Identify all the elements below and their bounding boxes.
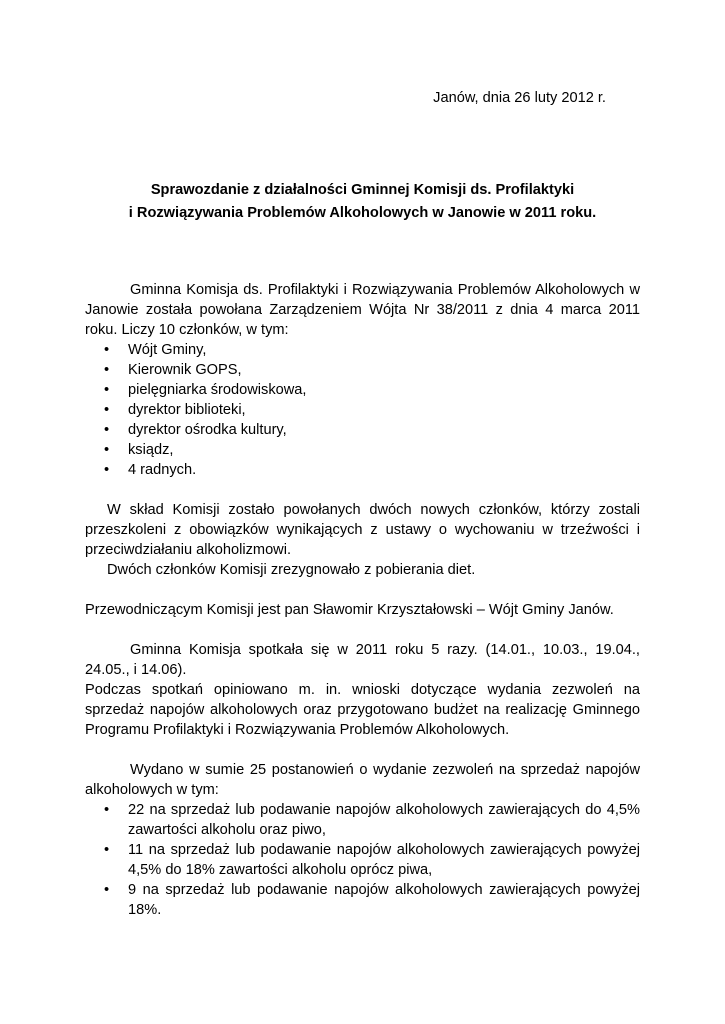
new-members-paragraph: W skład Komisji zostało powołanych dwóch nowych członków, którzy zostali przeszkoleni z obowiązków wynikających z ustawy o wychowaniu w trzeźwości i przeciwdziałaniu alkoholizmowi. [85, 502, 640, 558]
bullet-icon: • [104, 402, 110, 418]
permits-list [85, 800, 640, 920]
permits-intro-paragraph: Wydano w sumie 25 postanowień o wydanie zezwoleń na sprzedaż napojów alkoholowych w tym: [85, 762, 640, 798]
diets-paragraph: Dwóch członków Komisji zrezygnowało z pobierania diet. [107, 562, 476, 578]
title-line-2: i Rozwiązywania Problemów Alkoholowych w Janowie w 2011 roku. [128, 205, 597, 221]
chairman-paragraph: Przewodniczącym Komisji jest pan Sławomir Krzyształowski – Wójt Gminy Janów. [85, 602, 614, 618]
intro-paragraph: Gminna Komisja ds. Profilaktyki i Rozwiązywania Problemów Alkoholowych w Janowie została powołana Zarządzeniem Wójta Nr 38/2011 z dnia 4 marca 2011 roku. Liczy 10 członków, w tym: [85, 282, 640, 338]
list-item: • 9 na sprzedaż lub podawanie napojów alkoholowych zawierających powyżej 18%. [104, 882, 640, 918]
members-list [85, 340, 640, 480]
bullet-icon: • [104, 422, 110, 438]
list-item: • Kierownik GOPS, [104, 362, 242, 378]
meetings-detail-paragraph: Podczas spotkań opiniowano m. in. wnioski dotyczące wydania zezwoleń na sprzedaż napojów alkoholowych oraz przygotowano budżet na realizację Gminnego Programu Profilaktyki i Rozwiązywania Problemów Alkoholowych. [85, 682, 640, 738]
bullet-icon: • [104, 842, 110, 858]
document-date: Janów, dnia 26 luty 2012 r. [433, 90, 606, 106]
document-title [0, 179, 725, 225]
list-item: • ksiądz, [104, 442, 174, 458]
bullet-icon: • [104, 382, 110, 398]
list-item: • Wójt Gminy, [104, 342, 207, 358]
bullet-icon: • [104, 802, 110, 818]
bullet-icon: • [104, 342, 110, 358]
list-item: • 22 na sprzedaż lub podawanie napojów alkoholowych zawierających do 4,5% zawartości alkoholu oraz piwo, [104, 802, 640, 838]
list-item: • dyrektor biblioteki, [104, 402, 246, 418]
list-item: • 11 na sprzedaż lub podawanie napojów alkoholowych zawierających powyżej 4,5% do 18% zawartości alkoholu oprócz piwa, [104, 842, 640, 878]
list-item: • pielęgniarka środowiskowa, [104, 382, 307, 398]
meetings-paragraph: Gminna Komisja spotkała się w 2011 roku 5 razy. (14.01., 10.03., 19.04., 24.05., i 14.06). [85, 642, 640, 678]
bullet-icon: • [104, 362, 110, 378]
bullet-icon: • [104, 462, 110, 478]
bullet-icon: • [104, 882, 110, 898]
list-item: • 4 radnych. [104, 462, 197, 478]
document-body [85, 280, 640, 920]
bullet-icon: • [104, 442, 110, 458]
title-line-1: Sprawozdanie z działalności Gminnej Komisji ds. Profilaktyki [150, 182, 575, 198]
list-item: • dyrektor ośrodka kultury, [104, 422, 287, 438]
